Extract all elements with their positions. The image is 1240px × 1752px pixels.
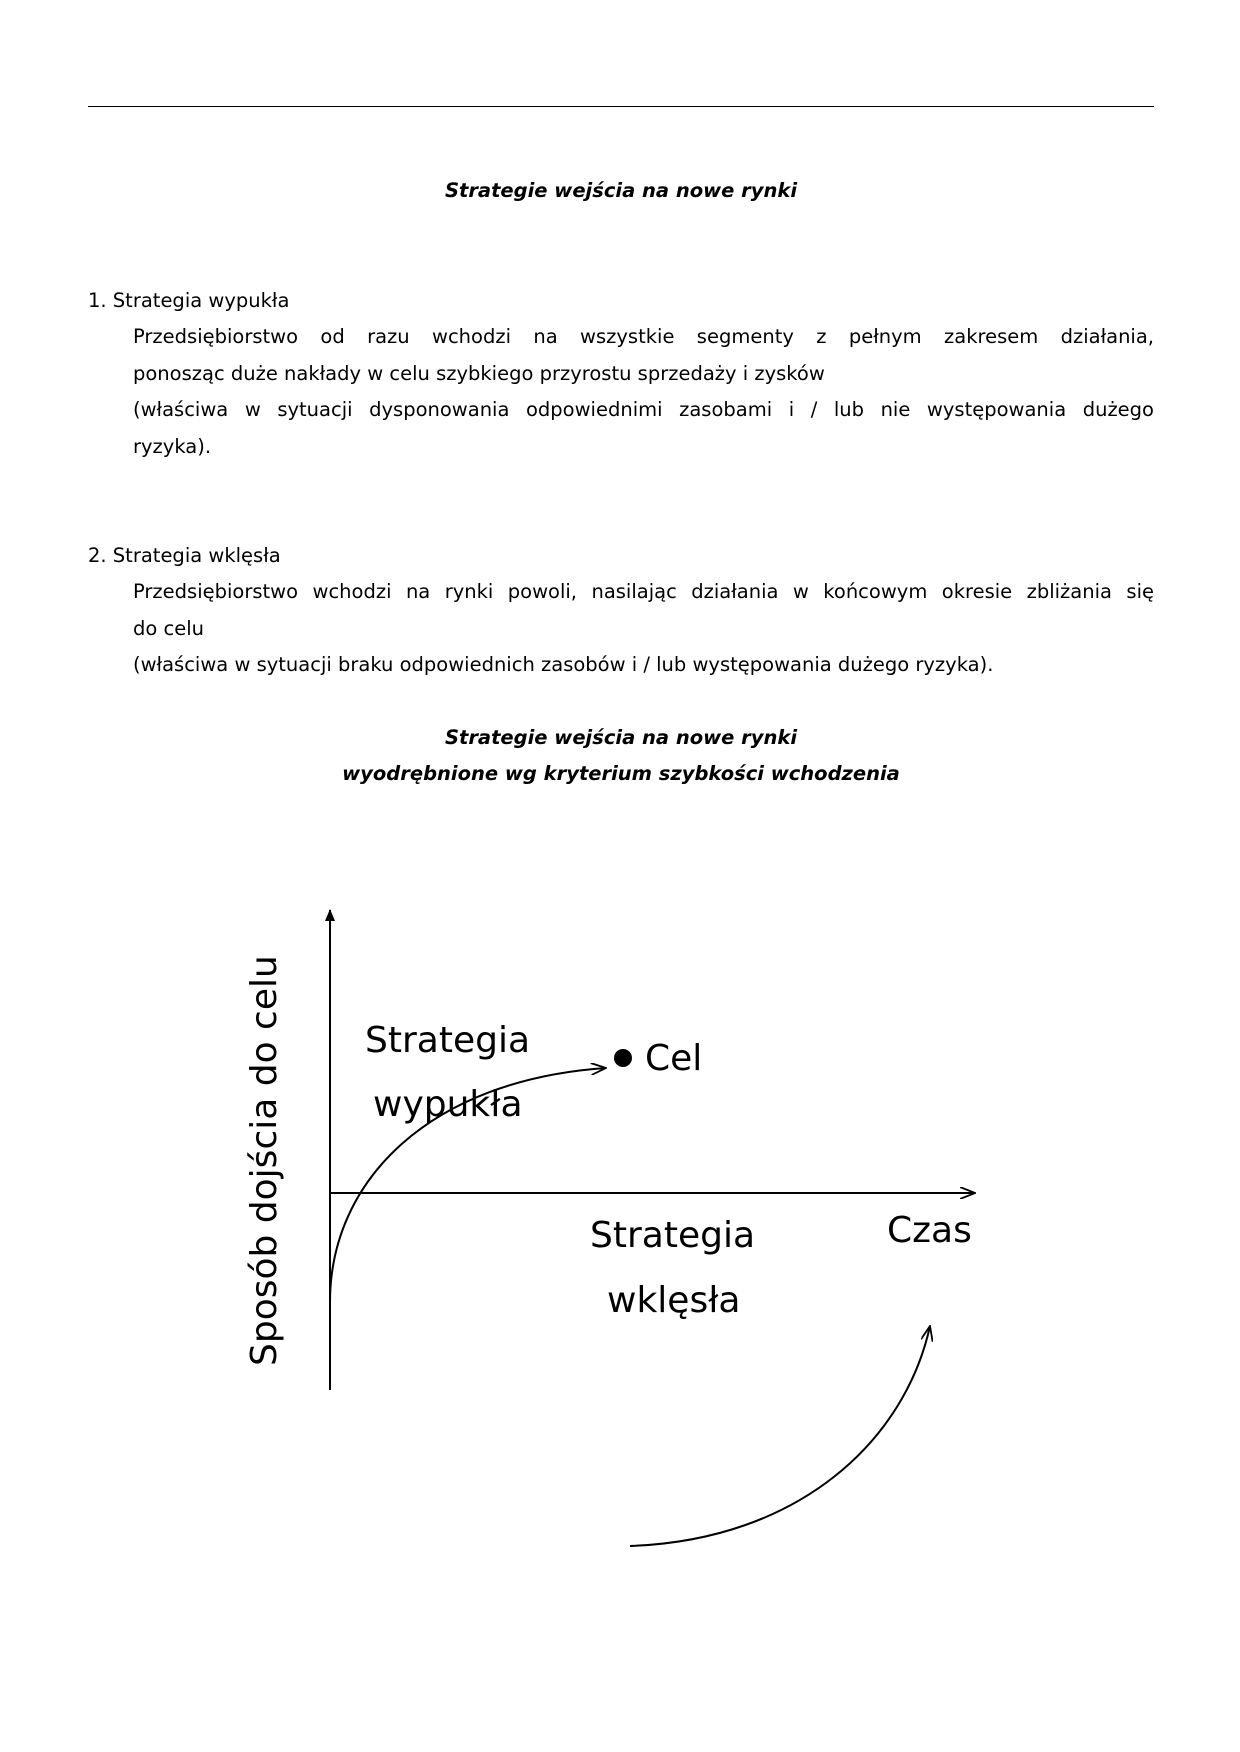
convex-label-line-2: wypukła (373, 1084, 523, 1125)
target-point (614, 1049, 632, 1067)
y-axis-label: Sposób dojścia do celu (244, 955, 285, 1366)
section-1-body (133, 319, 1154, 465)
concave-strategy-curve (630, 1326, 930, 1546)
diagram-title-line-1: Strategie wejścia na nowe rynki (444, 726, 798, 749)
concave-label-line-2: wklęsła (607, 1280, 741, 1321)
section-1-line-4: ryzyka). (133, 434, 212, 458)
document-title: Strategie wejścia na nowe rynki (444, 179, 798, 202)
section-1-line-1: Przedsiębiorstwo od razu wchodzi na wszystkie segmenty z pełnym zakresem działania, (133, 325, 1154, 348)
section-1-heading: 1. Strategia wypukła (88, 289, 290, 312)
convex-label-line-1: Strategia (365, 1020, 531, 1061)
section-1-line-2: ponosząc duże nakłady w celu szybkiego przyrostu sprzedaży i zysków (133, 361, 825, 385)
x-axis-label: Czas (887, 1210, 972, 1251)
section-2-line-2: do celu (133, 616, 205, 640)
section-2-heading: 2. Strategia wklęsła (88, 544, 281, 567)
diagram-title-line-2: wyodrębnione wg kryterium szybkości wchodzenia (342, 762, 900, 785)
section-2-body (133, 574, 1154, 684)
section-2-line-1: Przedsiębiorstwo wchodzi na rynki powoli, nasilając działania w końcowym okresie zbliżania się (133, 580, 1154, 603)
section-1-line-3: (właściwa w sytuacji dysponowania odpowiednimi zasobami i / lub nie występowania dużego (133, 398, 1154, 421)
header-rule (88, 106, 1154, 107)
section-2-line-3: (właściwa w sytuacji braku odpowiednich zasobów i / lub występowania dużego ryzyka). (133, 653, 994, 676)
target-label: Cel (645, 1038, 703, 1079)
concave-label-line-1: Strategia (590, 1215, 756, 1256)
strategy-diagram (0, 880, 1240, 1580)
